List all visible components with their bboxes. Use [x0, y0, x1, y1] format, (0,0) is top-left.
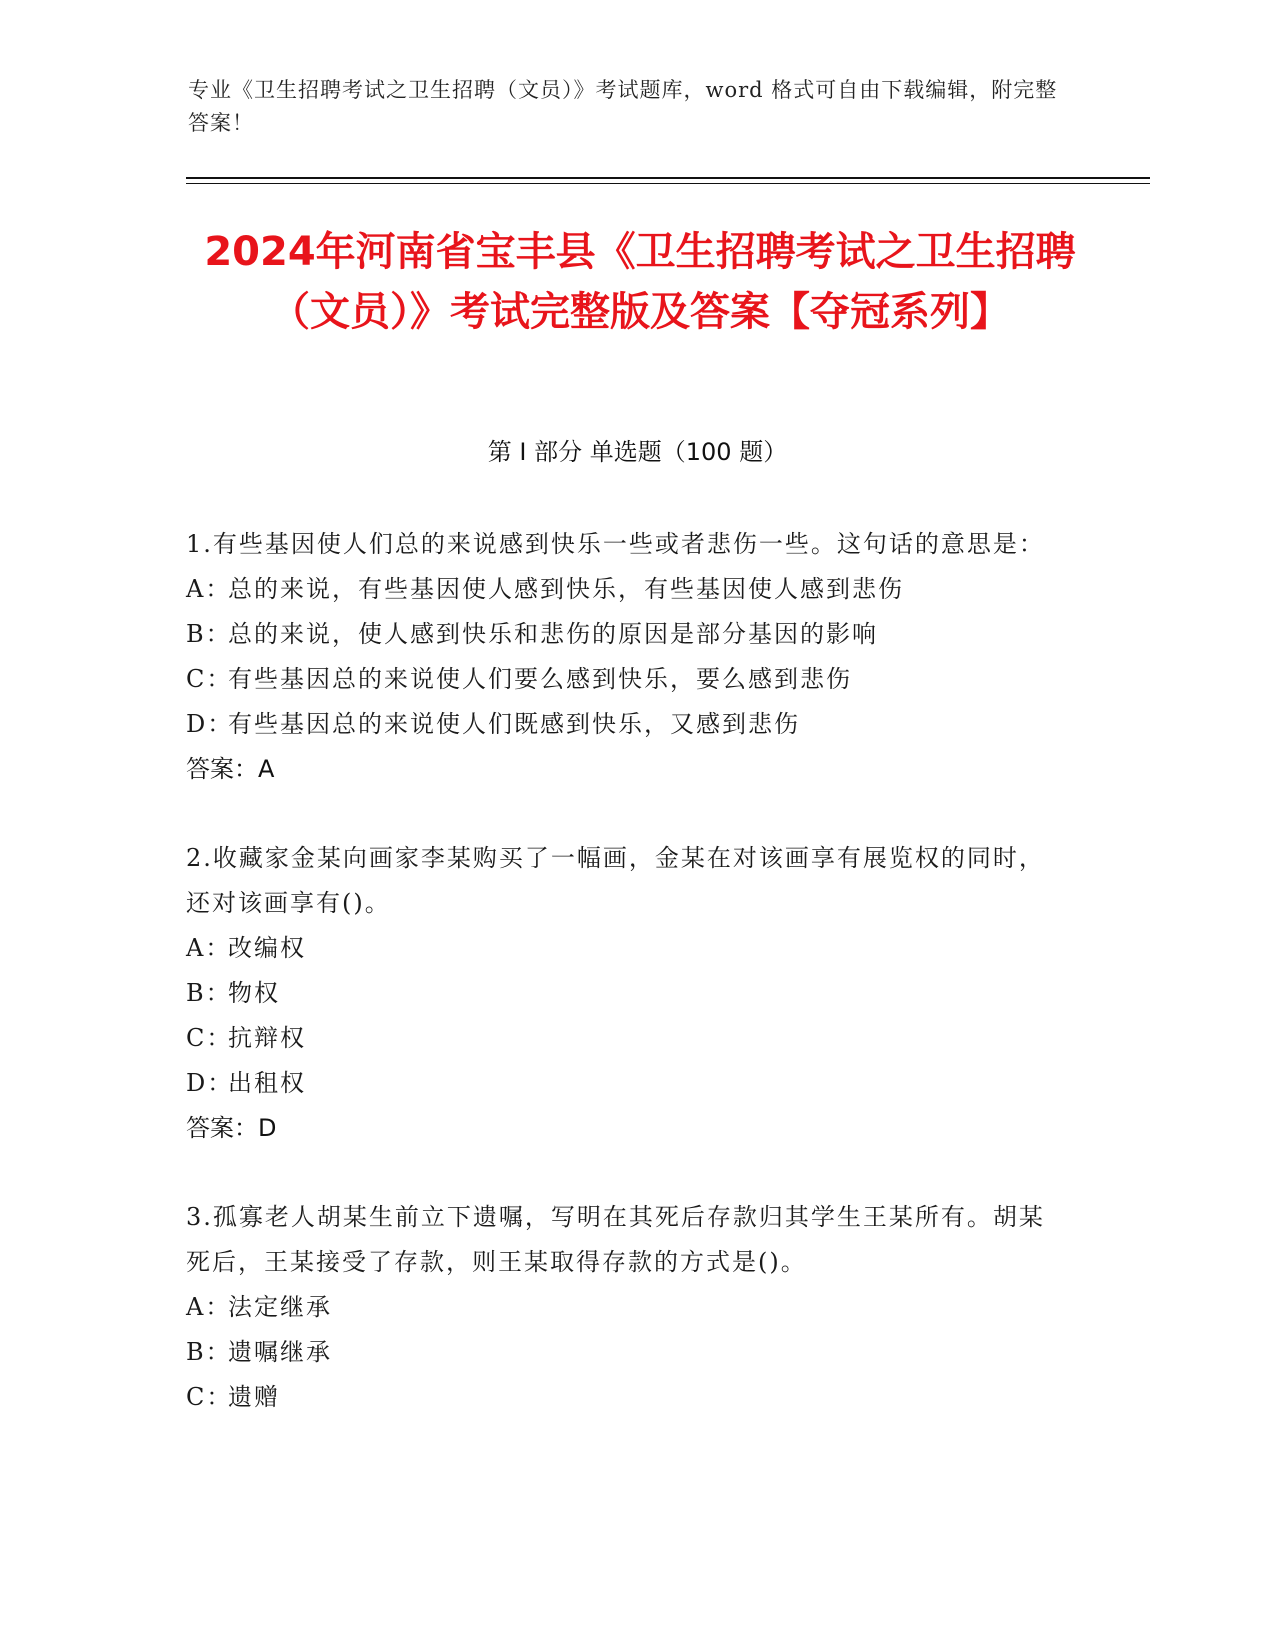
option-text: 法定继承 [228, 1293, 332, 1321]
option-text: 遗赠 [228, 1383, 280, 1411]
option-key: A： [186, 575, 232, 603]
option-text: 总的来说，使人感到快乐和悲伤的原因是部分基因的影响 [228, 620, 878, 648]
question-stem: 3.孤寡老人胡某生前立下遗嘱，写明在其死后存款归其学生王某所有。胡某死后，王某接受了存款，则王某取得存款的方式是()。 [186, 1203, 1045, 1276]
option-c [186, 657, 1066, 702]
option-key: A： [186, 934, 232, 962]
option-c [186, 1375, 1066, 1420]
option-a [186, 926, 1066, 971]
header-note: 专业《卫生招聘考试之卫生招聘（文员）》考试题库，word 格式可自由下载编辑，附完整答案！ [188, 78, 1058, 135]
answer-line: 答案：A [186, 755, 275, 783]
document-title: 2024年河南省宝丰县《卫生招聘考试之卫生招聘（文员）》考试完整版及答案【夺冠系列】 [204, 229, 1076, 335]
question-1 [186, 522, 1066, 792]
option-d [186, 1061, 1066, 1106]
section-title: 第 I 部分 单选题（100 题） [487, 438, 788, 466]
question-3 [186, 1195, 1066, 1420]
option-key: A： [186, 1293, 232, 1321]
option-d [186, 702, 1066, 747]
option-a [186, 567, 1066, 612]
option-text: 总的来说，有些基因使人感到快乐，有些基因使人感到悲伤 [228, 575, 904, 603]
option-b [186, 1330, 1066, 1375]
option-text: 遗嘱继承 [228, 1338, 332, 1366]
option-a [186, 1285, 1066, 1330]
option-b [186, 971, 1066, 1016]
option-text: 出租权 [228, 1069, 306, 1097]
option-text: 抗辩权 [228, 1024, 306, 1052]
option-text: 有些基因总的来说使人们要么感到快乐，要么感到悲伤 [228, 665, 852, 693]
option-c [186, 1016, 1066, 1061]
option-key: D： [186, 1069, 234, 1097]
option-key: D： [186, 710, 234, 738]
option-key: C： [186, 665, 233, 693]
option-b [186, 612, 1066, 657]
question-list [186, 522, 1066, 1464]
question-stem: 2.收藏家金某向画家李某购买了一幅画，金某在对该画享有展览权的同时，还对该画享有()。 [186, 844, 1045, 917]
option-text: 物权 [228, 979, 280, 1007]
question-2 [186, 836, 1066, 1151]
option-key: C： [186, 1024, 233, 1052]
option-text: 有些基因总的来说使人们既感到快乐，又感到悲伤 [228, 710, 800, 738]
header-divider-thin [186, 183, 1150, 184]
option-key: B： [186, 1338, 232, 1366]
answer-line: 答案：D [186, 1114, 277, 1142]
option-text: 改编权 [228, 934, 306, 962]
option-key: B： [186, 620, 232, 648]
option-key: B： [186, 979, 232, 1007]
question-stem: 1.有些基因使人们总的来说感到快乐一些或者悲伤一些。这句话的意思是： [186, 530, 1045, 558]
option-key: C： [186, 1383, 233, 1411]
header-divider-thick [186, 177, 1150, 179]
